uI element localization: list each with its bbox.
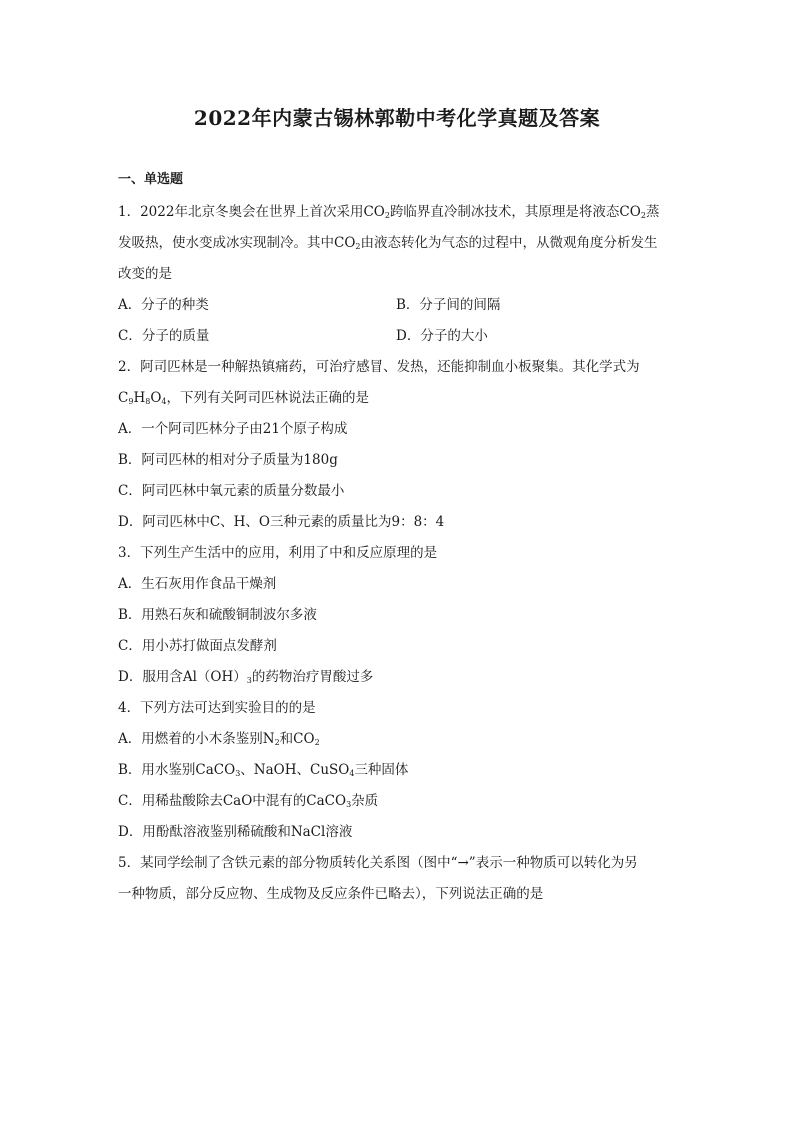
question-3-option-b: B．用熟石灰和硫酸铜制波尔多液 bbox=[118, 607, 317, 623]
question-5-line-2: 一种物质，部分反应物、生成物及反应条件已略去），下列说法正确的是 bbox=[118, 886, 544, 902]
question-2-option-c: C．阿司匹林中氧元素的质量分数最小 bbox=[118, 483, 345, 499]
question-3-option-a: A．生石灰用作食品干燥剂 bbox=[118, 576, 277, 592]
question-1-options-row-1 bbox=[118, 290, 683, 321]
question-1-option-c: C．分子的质量 bbox=[118, 328, 210, 344]
question-5-line-1: 5．某同学绘制了含铁元素的部分物质转化关系图（图中“→”表示一种物质可以转化为另 bbox=[118, 855, 638, 871]
question-1-option-a: A．分子的种类 bbox=[118, 297, 209, 313]
question-list bbox=[118, 197, 683, 910]
question-1-options-row-2 bbox=[118, 321, 683, 352]
question-3-option-d: D．服用含$Al(OH)_3$的药物治疗胃酸过多 bbox=[118, 669, 374, 685]
question-1-line-2: 发吸热，使水变成冰实现制冷。其中$CO_2$由液态转化为气态的过程中，从微观角度分析发生 bbox=[118, 235, 658, 251]
question-4-stem: 4．下列方法可达到实验目的的是 bbox=[118, 700, 316, 716]
question-1-option-b: B．分子间的间隔 bbox=[396, 297, 501, 313]
page-title: 2022年内蒙古锡林郭勒中考化学真题及答案 bbox=[193, 106, 601, 130]
question-4-option-b: B．用水鉴别CaCO$_3$、NaOH、CuSO$_4$三种固体 bbox=[118, 762, 409, 778]
question-3-option-c: C．用小苏打做面点发酵剂 bbox=[118, 638, 277, 654]
question-2-line-2: $C_9H_8O_4$，下列有关阿司匹林说法正确的是 bbox=[118, 390, 369, 406]
question-4-option-c: C．用稀盐酸除去CaO中混有的CaCO$_3$杂质 bbox=[118, 793, 379, 809]
question-2-option-d: D．阿司匹林中C、H、O三种元素的质量比为9：8：4 bbox=[118, 514, 445, 530]
question-1-option-d: D．分子的大小 bbox=[396, 328, 488, 344]
question-4-option-a: A．用燃着的小木条鉴别$N_2$和$CO_2$ bbox=[118, 731, 320, 747]
question-2-line-1: 2．阿司匹林是一种解热镇痛药，可治疗感冒、发热，还能抑制血小板聚集。其化学式为 bbox=[118, 359, 640, 375]
question-4-option-d: D．用酚酞溶液鉴别稀硫酸和NaCl溶液 bbox=[118, 824, 353, 840]
question-1-line-1: 1．2022年北京冬奥会在世界上首次采用$CO_2$跨临界直冷制冰技术，其原理是将液态$CO_2$蒸 bbox=[118, 204, 660, 220]
section-heading: 一、单选题 bbox=[118, 172, 184, 187]
question-1-line-3: 改变的是 bbox=[118, 266, 172, 282]
question-2-option-b: B．阿司匹林的相对分子质量为180g bbox=[118, 452, 338, 468]
question-3-stem: 3．下列生产生活中的应用，利用了中和反应原理的是 bbox=[118, 545, 438, 561]
question-2-option-a: A．一个阿司匹林分子由21个原子构成 bbox=[118, 421, 348, 437]
